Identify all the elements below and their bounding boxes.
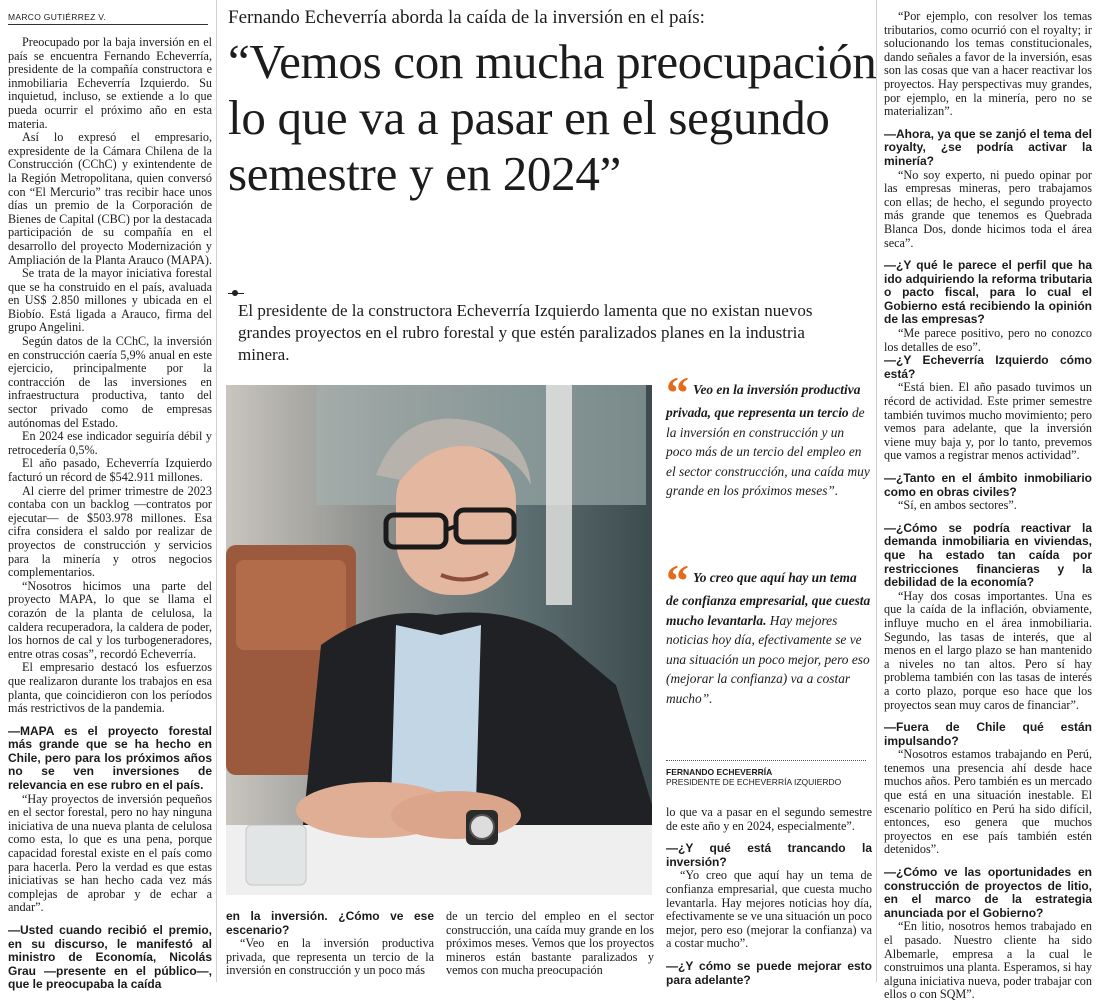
interview-question: —¿Y Echeverría Izquierdo cómo está? <box>884 353 1092 381</box>
pull-quote-2 <box>666 555 871 708</box>
interview-question: —¿Tanto en el ámbito inmobiliario como en obras civiles? <box>884 471 1092 499</box>
interview-question: —¿Cómo ve las oportunidades en construcción de proyectos de litio, en el marco de la estrategia anunciada por el Gobierno? <box>884 865 1092 920</box>
portrait-photo <box>226 385 652 895</box>
portrait-illustration <box>226 385 652 895</box>
interview-question: —¿Y qué le parece el perfil que ha ido adquiriendo la reforma tributaria o pacto fiscal, para lo cual el Gobierno está recibiendo la opinión de las empresas? <box>884 258 1092 327</box>
body-paragraph: Al cierre del primer trimestre de 2023 contaba con un backlog —contratos por ejecutar— de $503.978 millones. Esa cifra considera el saldo por realizar de proyectos de construcción y servicios para la minería y otros negocios complementarios. <box>8 483 212 580</box>
body-paragraph: Así lo expresó el empresario, expresidente de la Cámara Chilena de la Construcción (CChC) y exintendente de la Región Metropolitana, quien conversó con “El Mercurio” tras recibir hace unos días un premio de la Corporación de Bienes de Capital (CBC) por la destacada participación de su compañía en el desarrollo del proyecto Modernización y Ampliación de la Planta Arauco (MAPA). <box>8 130 212 267</box>
body-paragraph: El año pasado, Echeverría Izquierdo facturó un récord de $542.911 millones. <box>8 456 212 484</box>
pull-quote-2-bold: Yo creo que aquí hay un tema de confianza empresarial, que cuesta mucho levantarla. <box>666 570 871 628</box>
body-paragraph: “Nosotros hicimos una parte del proyecto MAPA, lo que se llama el corazón de la planta de celulosa, la caldera recuperadora, la caldera de poder, los hornos de cal y los turbogeneradores, entre otras cosas”, recordó Echeverría. <box>8 578 212 661</box>
pull-quote-1-text: de la inversión en construcción y un poco más de un tercio del empleo en el sector construcción, una caída muy grande en los próximos meses”. <box>666 405 870 498</box>
quote-mark-icon: “ <box>666 367 689 418</box>
column-3 <box>446 910 654 978</box>
interview-question: en la inversión. ¿Cómo ve ese escenario? <box>226 909 434 937</box>
body-paragraph: “No soy experto, ni puedo opinar por las empresas mineras, pero trabajamos con ellas; de hecho, el segundo proyecto más grande que tenemos es Quebrada Blanca Dos, donde hicimos toda el área seca”. <box>884 167 1092 250</box>
pull-quote-1 <box>666 367 871 501</box>
interview-question: —MAPA es el proyecto forestal más grande que se ha hecho en Chile, pero para los próximos años no se ven inversiones de relevancia en ese rubro en el país. <box>8 723 212 793</box>
interview-question: —Usted cuando recibió el premio, en su discurso, le manifestó al ministro de Economía, Nicolás Grau —presente en el público—, que le preocupaba la caída <box>8 923 212 992</box>
column-2 <box>226 910 434 978</box>
body-paragraph: Preocupado por la baja inversión en el país se encuentra Fernando Echeverría, presidente de la compañía constructora e inmobiliaria Echeverría Izquierdo. Su inquietud, incluso, se extiende a lo que pueda ocurrir el próximo año en esta materia. <box>8 35 212 131</box>
interview-question: —Ahora, ya que se zanjó el tema del royalty, ¿se podría activar la minería? <box>884 126 1092 168</box>
body-paragraph: “En litio, nosotros hemos trabajado en el pasado. Nuestro cliente ha sido Albemarle, empresa a la cual le construimos una planta. Esperamos, si hay alguna iniciativa nueva, poder trabajar con ellos o con SQM”. <box>884 919 1092 1002</box>
body-paragraph: “Hay dos cosas importantes. Una es que la caída de la inflación, obviamente, influye mucho en el área inmobiliaria. Segundo, las tasas de interés, que al menos en el largo plazo se han mantenido a niveles no tan altos. Pero sí hay problema también con las tasas de interés a corto plazo, porque eso hace que los proyectos sean muy caros de financiar”. <box>884 588 1092 712</box>
body-paragraph: de un tercio del empleo en el sector construcción, una caída muy grande en los próximos meses. Vemos que los proyectos mineros están bastante paralizados y vemos con mucha preocupación <box>446 909 654 978</box>
deck-bullet <box>232 290 238 296</box>
interview-question: —¿Y cómo se puede mejorar esto para adelante? <box>666 958 872 987</box>
interview-question: —Fuera de Chile qué están impulsando? <box>884 720 1092 748</box>
interview-question: —¿Y qué está trancando la inversión? <box>666 841 872 869</box>
body-paragraph: lo que va a pasar en el segundo semestre de este año y en 2024, especialmente”. <box>666 805 872 833</box>
body-paragraph: “Me parece positivo, pero no conozco los detalles de eso”. <box>884 326 1092 354</box>
body-paragraph: El empresario destacó los esfuerzos que realizaron durante los trabajos en esa planta, que coincidieron con los períodos más restrictivos de la pandemia. <box>8 660 212 716</box>
body-paragraph: “Está bien. El año pasado tuvimos un récord de actividad. Este primer semestre también tuvimos mucho movimiento; pero vemos para adelante, que la inversión viene muy baja y, por lo tanto, prevemos que vamos a registrar menos actividad”. <box>884 380 1092 463</box>
body-paragraph: “Yo creo que aquí hay un tema de confianza empresarial, que cuesta mucho levantarla. Hay mejores noticias hoy día, efectivamente se ve una situación un poco mejor, pero eso (mejorar la confianza) va a costar mucho”. <box>666 868 872 951</box>
quote-mark-icon: “ <box>666 555 689 606</box>
column-4 <box>666 806 872 987</box>
credit-name: FERNANDO ECHEVERRÍA <box>666 767 773 777</box>
body-paragraph: “Hay proyectos de inversión pequeños en el sector forestal, pero no hay ninguna iniciativa de una nueva planta de celulosa como esta, lo que es una pena, porque capacidad forestal existe en el país como para hacerla. Pero la verdad es que estas iniciativas se han hecho cada vez más complejas de aprobar y de echar a andar”. <box>8 791 212 915</box>
body-paragraph: “Sí, en ambos sectores”. <box>898 498 1017 513</box>
byline: MARCO GUTIÉRREZ V. <box>8 12 208 25</box>
body-paragraph: “Veo en la inversión productiva privada, que representa un tercio de la inversión en construcción y un poco más <box>226 936 434 978</box>
body-paragraph: “Nosotros estamos trabajando en Perú, tenemos una presencia ahí desde hace muchos años. Pero también es un mercado que está en una situación inestable. El escenario político en Perú ha sido difícil, entonces, eso genera que muchos proyectos en ese país también estén detenidos”. <box>884 747 1092 857</box>
body-paragraph: Se trata de la mayor iniciativa forestal que se ha construido en el país, avaluada en US$ 2.850 millones y ubicada en el Biobío. Está ligada a Arauco, firma del grupo Angelini. <box>8 266 212 335</box>
interview-question: —¿Cómo se podría reactivar la demanda inmobiliaria en viviendas, que ha estado tan caída por restricciones financieras y la debilidad de la economía? <box>884 520 1092 590</box>
pull-quote-2-text: Hay mejores noticias hoy día, efectivamente se ve una situación un poco mejor, pero eso (mejorar la confianza) va a costar mucho”. <box>666 612 870 706</box>
column-5 <box>884 10 1092 1002</box>
credit-role: PRESIDENTE DE ECHEVERRÍA IZQUIERDO <box>666 777 842 787</box>
deck: El presidente de la constructora Echeverría Izquierdo lamenta que no existan nuevos grandes proyectos en el rubro forestal y que estén paralizados planes en la industria minera. <box>238 301 813 364</box>
headline: “Vemos con mucha preocupación lo que va a pasar en el segundo semestre y en 2024” <box>228 34 877 201</box>
kicker: Fernando Echeverría aborda la caída de la inversión en el país: <box>228 7 705 28</box>
photo-credit <box>666 760 866 787</box>
body-paragraph: “Por ejemplo, con resolver los temas tributarios, como ocurrió con el royalty; ir solucionando los temas constitucionales, dando señales a favor de la inversión, esas son las cosas que van a hacer reactivar los proyectos. Hay perspectivas muy grandes, por ejemplo, en la minería, pero no se materializan”. <box>884 9 1092 119</box>
body-paragraph: Según datos de la CChC, la inversión en construcción caería 5,9% anual en este ejercicio, principalmente por la contracción de las inversiones en infraestructura productiva, tanto del sector privado como de empresas autónomas del Estado. <box>8 334 212 430</box>
pull-quote-1-bold: Veo en la inversión productiva privada, que representa un tercio <box>666 382 861 420</box>
body-paragraph: En 2024 ese indicador seguiría débil y retrocedería 0,5%. <box>8 429 212 457</box>
column-1 <box>8 36 212 992</box>
